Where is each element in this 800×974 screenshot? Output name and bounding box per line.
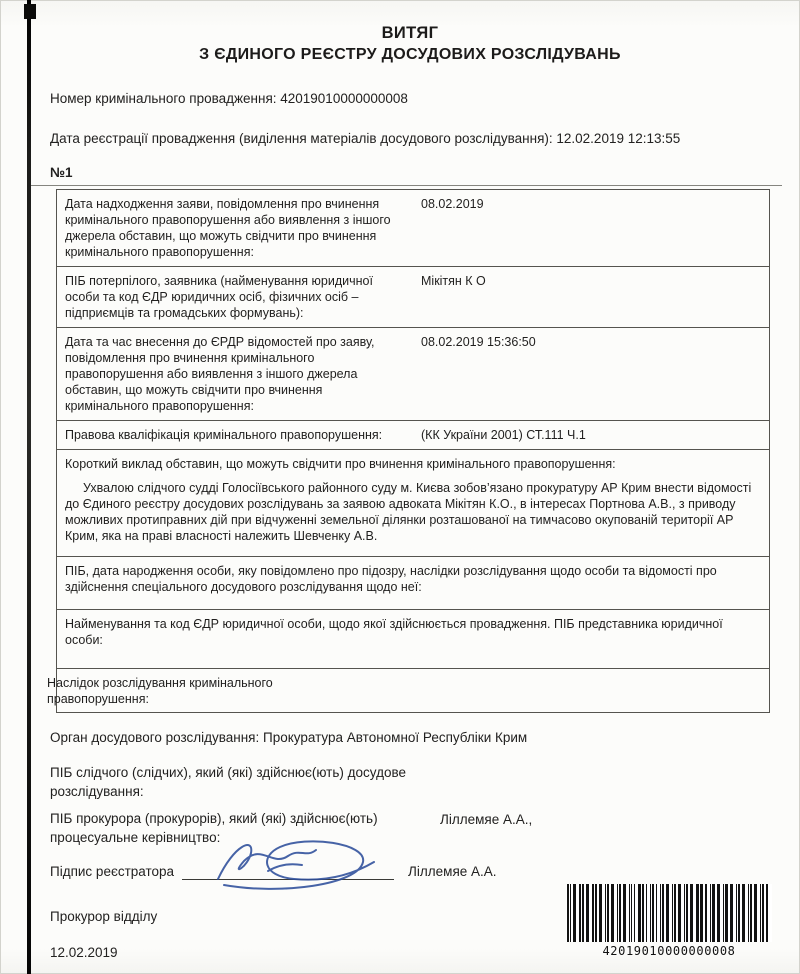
signature-name: Ліллемяе А.А. — [408, 863, 497, 879]
prosecutor-name: Ліллемяе А.А., — [440, 811, 533, 827]
signature-label: Підпис реєстратора — [50, 863, 175, 879]
row-value: (КК України 2001) СТ.111 Ч.1 — [421, 428, 586, 443]
table-row — [57, 267, 769, 328]
prosecutor-row — [50, 809, 770, 848]
suspect-heading: ПІБ, дата народження особи, яку повідомлено про підозру, наслідки розслідування щодо особи та відомості про здійснення спеціального досудового розслідування щодо неї: — [65, 564, 717, 595]
horizontal-rule — [30, 185, 782, 186]
signature-line — [182, 864, 394, 880]
row-value: 08.02.2019 15:36:50 — [421, 335, 536, 350]
suspect-block — [57, 557, 769, 610]
investigation-body-line: Орган досудового розслідування: Прокуратура Автономної Республіки Крим — [50, 730, 528, 746]
investigator-line: ПІБ слідчого (слідчих), який (які) здійснює(ють) досудове розслідування: — [50, 764, 406, 800]
table-row — [57, 190, 769, 267]
legal-entity-block — [57, 610, 769, 669]
prosecutor-label: ПІБ прокурора (прокурорів), який (які) здійснює(ють) процесуальне керівництво: — [50, 810, 378, 846]
position-line: Прокурор відділу — [50, 908, 158, 924]
case-table — [47, 189, 770, 713]
scan-artifact-corner — [24, 4, 36, 19]
scan-artifact-left-edge — [27, 0, 31, 974]
summary-heading: Короткий виклад обставин, що можуть свідчити про вчинення кримінального правопорушення: — [65, 457, 616, 472]
table-row — [57, 421, 769, 450]
registry-subtitle: З ЄДИНОГО РЕЄСТРУ ДОСУДОВИХ РОЗСЛІДУВАНЬ — [199, 46, 621, 63]
legal-entity-heading: Найменування та код ЄДР юридичної особи, щодо якої здійснюється провадження. ПІБ представника юридичної особи: — [65, 617, 723, 648]
outcome-heading: Наслідок розслідування кримінального правопорушення: — [47, 676, 273, 707]
row-label: ПІБ потерпілого, заявника (найменування юридичної особи та код ЄДР юридичних осіб, фізичних осіб – підприємців та громадських формувань): — [65, 274, 373, 321]
barcode-bars — [566, 884, 772, 942]
row-label: Правова кваліфікація кримінального правопорушення: — [65, 428, 383, 443]
document-title: ВИТЯГ — [381, 24, 439, 42]
summary-text: Ухвалою слідчого судді Голосіївського районного суду м. Києва зобов’язано прокуратуру АР Крим внести відомості до Єдиного реєстру досудових розслідувань за заявою адвоката Мікітян К.О., в інтересах Портнова А.В., з приводу можливих протиправних дій при відчуженні земельної ділянки розташованої на тимчасово окупованій території АР Крим, яка на праві власності належить Шевченку А.В. — [65, 481, 752, 544]
barcode — [566, 884, 772, 958]
barcode-number: 42019010000000008 — [602, 944, 736, 958]
row-label: Дата надходження заяви, повідомлення про вчинення кримінального правопорушення або виявлення з іншого джерела обставин, що можуть свідчити про вчинення кримінального правопорушення: — [65, 197, 391, 260]
case-number-line: Номер кримінального провадження: 42019010000000008 — [50, 91, 408, 106]
registration-date-line: Дата реєстрації провадження (виділення матеріалів досудового розслідування): 12.02.2019 12:13:55 — [50, 131, 681, 146]
table-row — [57, 328, 769, 421]
row-label: Дата та час внесення до ЄРДР відомостей про заяву, повідомлення про вчинення кримінального правопорушення або виявлення з іншого джерела обставин, що можуть свідчити про вчинення кримінального правопорушення: — [65, 335, 375, 414]
outcome-block — [47, 669, 769, 712]
row-value: Мікітян К О — [421, 274, 486, 289]
row-value: 08.02.2019 — [421, 197, 484, 212]
summary-block — [57, 450, 769, 557]
document-date: 12.02.2019 — [50, 945, 118, 961]
record-number: №1 — [50, 165, 73, 181]
